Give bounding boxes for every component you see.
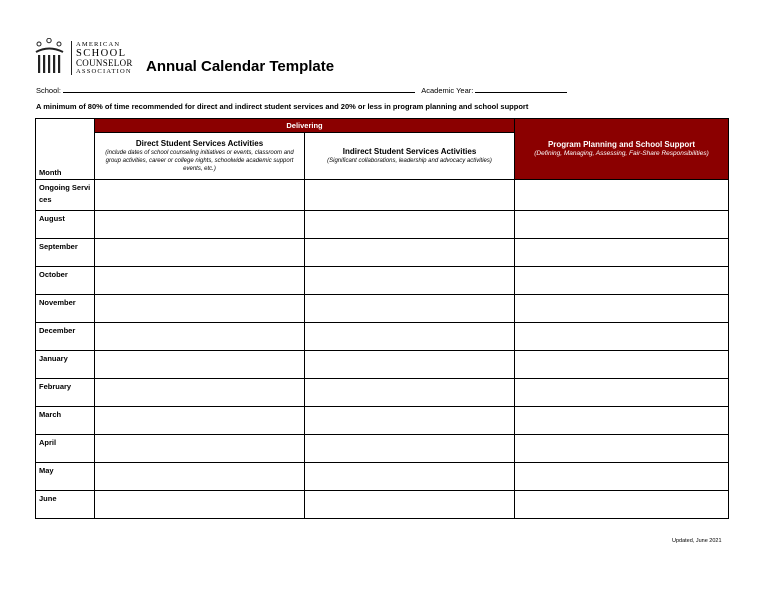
indirect-title: Indirect Student Services Activities xyxy=(342,147,477,156)
indirect-subtitle: (Significant collaborations, leadership and advocacy activities) xyxy=(327,158,492,164)
month-cell: May xyxy=(36,463,95,491)
program-planning-header xyxy=(515,119,729,180)
month-row xyxy=(36,295,729,323)
direct-cell[interactable] xyxy=(95,463,305,491)
month-cell: October xyxy=(36,267,95,295)
month-row xyxy=(36,463,729,491)
program-planning-cell[interactable] xyxy=(515,435,729,463)
calendar-table xyxy=(35,118,729,519)
logo-text xyxy=(76,41,133,76)
direct-cell[interactable] xyxy=(95,323,305,351)
month-header: Month xyxy=(36,119,95,180)
indirect-cell[interactable] xyxy=(305,211,515,239)
logo-line-school: SCHOOL xyxy=(76,48,127,59)
month-cell: February xyxy=(36,379,95,407)
direct-cell[interactable] xyxy=(95,407,305,435)
direct-cell[interactable] xyxy=(95,435,305,463)
month-cell: November xyxy=(36,295,95,323)
program-planning-cell[interactable] xyxy=(515,267,729,295)
direct-cell[interactable] xyxy=(95,295,305,323)
month-cell: September xyxy=(36,239,95,267)
month-cell: March xyxy=(36,407,95,435)
direct-services-header xyxy=(95,133,305,180)
month-cell: April xyxy=(36,435,95,463)
program-planning-cell[interactable] xyxy=(515,463,729,491)
logo-line-american: AMERICAN xyxy=(76,41,121,48)
indirect-cell[interactable] xyxy=(305,239,515,267)
school-year-line xyxy=(36,85,567,95)
month-row xyxy=(36,267,729,295)
month-cell: December xyxy=(36,323,95,351)
direct-cell[interactable] xyxy=(95,180,305,211)
month-row xyxy=(36,323,729,351)
month-row xyxy=(36,351,729,379)
indirect-cell[interactable] xyxy=(305,267,515,295)
direct-cell[interactable] xyxy=(95,491,305,519)
direct-cell[interactable] xyxy=(95,211,305,239)
month-row xyxy=(36,180,729,211)
month-row xyxy=(36,491,729,519)
direct-subtitle: (include dates of school counseling initiatives or events, classroom and group activities, career or college nights, schoolwide academic support events, etc.) xyxy=(105,150,294,172)
month-row xyxy=(36,211,729,239)
program-planning-cell[interactable] xyxy=(515,351,729,379)
ppss-subtitle: (Defining, Managing, Assessing, Fair-Share Responsibilities) xyxy=(534,150,709,157)
school-field[interactable] xyxy=(63,85,415,93)
direct-cell[interactable] xyxy=(95,267,305,295)
program-planning-cell[interactable] xyxy=(515,323,729,351)
academic-year-label: Academic Year: xyxy=(421,86,474,95)
delivering-header: Delivering xyxy=(95,119,515,133)
month-row xyxy=(36,379,729,407)
program-planning-cell[interactable] xyxy=(515,180,729,211)
month-cell: Ongoing Services xyxy=(36,180,95,211)
indirect-cell[interactable] xyxy=(305,323,515,351)
indirect-services-header xyxy=(305,133,515,180)
month-cell: January xyxy=(36,351,95,379)
indirect-cell[interactable] xyxy=(305,463,515,491)
program-planning-cell[interactable] xyxy=(515,239,729,267)
direct-title: Direct Student Services Activities xyxy=(135,139,264,148)
indirect-cell[interactable] xyxy=(305,491,515,519)
indirect-cell[interactable] xyxy=(305,180,515,211)
ppss-title: Program Planning and School Support xyxy=(547,140,696,149)
month-cell: August xyxy=(36,211,95,239)
updated-note: Updated, June 2021 xyxy=(672,538,722,544)
direct-cell[interactable] xyxy=(95,379,305,407)
indirect-cell[interactable] xyxy=(305,295,515,323)
indirect-cell[interactable] xyxy=(305,435,515,463)
program-planning-cell[interactable] xyxy=(515,491,729,519)
direct-cell[interactable] xyxy=(95,239,305,267)
indirect-cell[interactable] xyxy=(305,351,515,379)
program-planning-cell[interactable] xyxy=(515,295,729,323)
indirect-cell[interactable] xyxy=(305,379,515,407)
month-row xyxy=(36,435,729,463)
month-row xyxy=(36,407,729,435)
instruction-text: A minimum of 80% of time recommended for direct and indirect student services and 20% or less in program planning and school support xyxy=(36,102,529,111)
logo-line-association: ASSOCIATION xyxy=(76,68,132,75)
page-title: Annual Calendar Template xyxy=(146,58,335,75)
program-planning-cell[interactable] xyxy=(515,407,729,435)
program-planning-cell[interactable] xyxy=(515,379,729,407)
month-cell: June xyxy=(36,491,95,519)
indirect-cell[interactable] xyxy=(305,407,515,435)
program-planning-cell[interactable] xyxy=(515,211,729,239)
logo-line-counselor: COUNSELOR xyxy=(76,57,133,68)
direct-cell[interactable] xyxy=(95,351,305,379)
academic-year-field[interactable] xyxy=(475,85,567,93)
month-row xyxy=(36,239,729,267)
school-label: School: xyxy=(36,86,62,95)
